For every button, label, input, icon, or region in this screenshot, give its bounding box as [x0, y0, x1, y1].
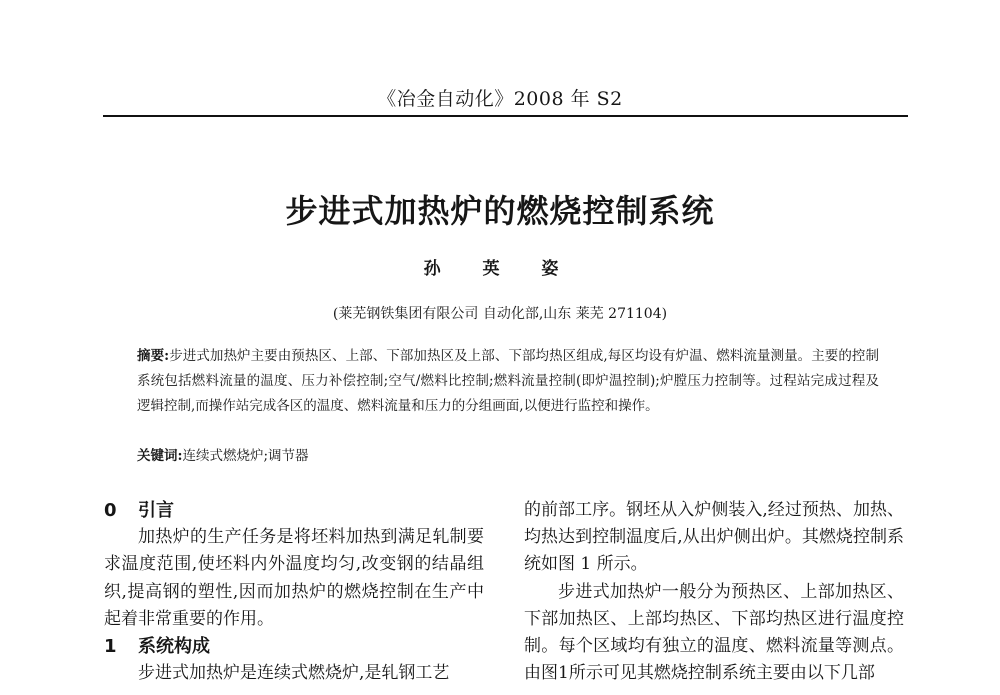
- system-paragraph: 步进式加热炉是连续式燃烧炉,是轧钢工艺: [138, 663, 450, 684]
- right-paragraph-zones: 步进式加热炉一般分为预热区、上部加热区、下部加热区、上部均热区、下部均热区进行温度控制。每个区域均有独立的温度、燃料流量等测点。由图1所示可见其燃烧控制系统主要由以下几部: [524, 581, 904, 684]
- paper-title: 步进式加热炉的燃烧控制系统: [285, 192, 715, 230]
- section-title-0: 引言: [138, 500, 174, 521]
- keywords-text: 连续式燃烧炉;调节器: [182, 448, 309, 464]
- section-title-1: 系统构成: [138, 636, 210, 657]
- abstract: [137, 344, 879, 419]
- right-column: [524, 497, 904, 687]
- keywords: [137, 446, 879, 466]
- author: 孙 英 姿: [423, 259, 577, 279]
- journal-header: 《冶金自动化》2008 年 S2: [377, 88, 623, 110]
- header-rule: [103, 115, 908, 117]
- section-number-1: 1: [104, 636, 117, 657]
- left-column: [104, 497, 484, 687]
- abstract-label: 摘要:: [137, 348, 170, 364]
- abstract-text: 步进式加热炉主要由预热区、上部、下部加热区及上部、下部均热区组成,每区均设有炉温、燃料流量测量。主要的控制系统包括燃料流量的温度、压力补偿控制;空气/燃料比控制;燃料流量控制(即炉温控制);炉膛压力控制等。过程站完成过程及逻辑控制,而操作站完成各区的温度、燃料流量和压力的分组画面,以便进行监控和操作。: [137, 348, 879, 414]
- keywords-label: 关键词:: [137, 448, 183, 464]
- right-paragraph-continued: 的前部工序。钢坯从入炉侧装入,经过预热、加热、均热达到控制温度后,从出炉侧出炉。其燃烧控制系统如图 1 所示。: [524, 500, 904, 575]
- section-heading-1: [104, 633, 484, 660]
- section-number-0: 0: [104, 500, 117, 521]
- intro-paragraph: 加热炉的生产任务是将坯料加热到满足轧制要求温度范围,使坯料内外温度均匀,改变钢的结晶组织,提高钢的塑性,因而加热炉的燃烧控制在生产中起着非常重要的作用。: [104, 527, 484, 629]
- affiliation: (莱芜钢铁集团有限公司 自动化部,山东 莱芜 271104): [332, 306, 668, 322]
- section-heading-0: [104, 497, 484, 524]
